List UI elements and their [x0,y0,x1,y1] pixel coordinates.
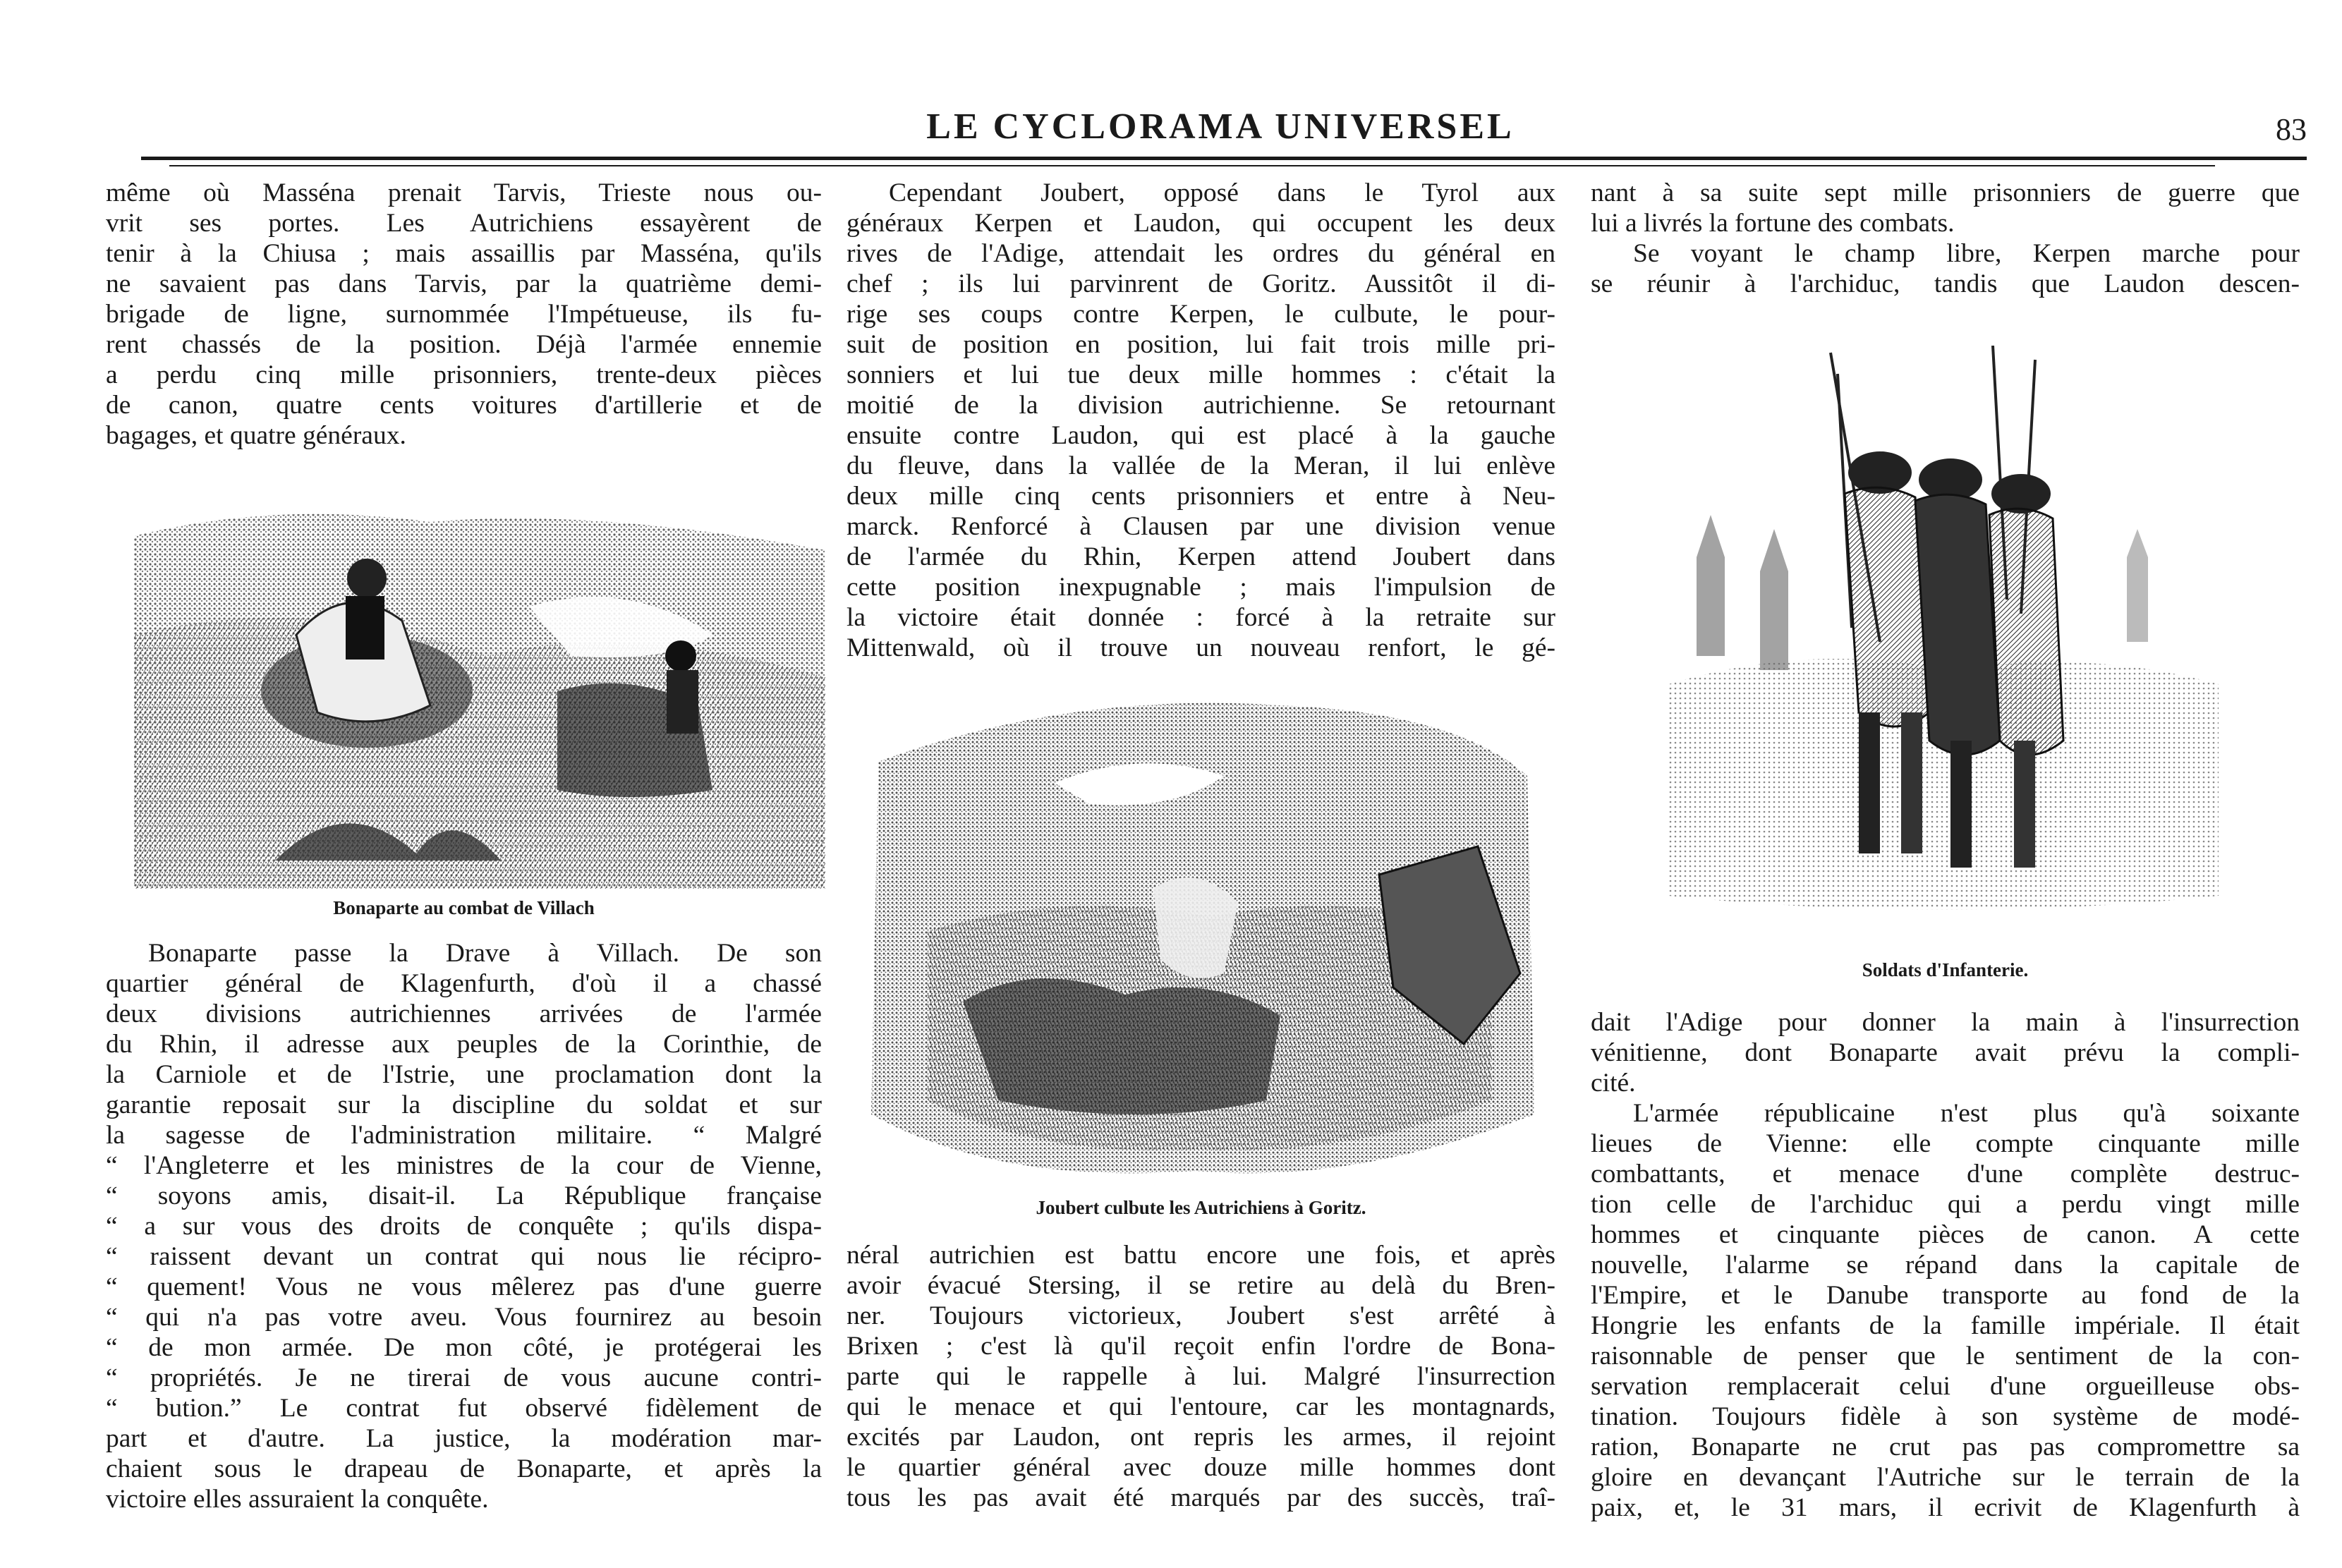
text-line: tination. Toujours fidèle à son système de modé- [1591,1402,2300,1431]
text-line: combattants, et menace d'une complète destruc- [1591,1160,2300,1189]
text-line: “ qui n'a pas votre aveu. Vous fournirez au besoin [106,1303,822,1332]
text-line: le quartier général avec douze mille hommes dont [847,1453,1555,1482]
column-3-top [1591,178,2300,299]
text-line: L'armée républicaine n'est plus qu'à soixante [1633,1099,2300,1128]
text-line: de canon, quatre cents voitures d'artillerie et de [106,391,822,420]
text-line: Mittenwald, où il trouve un nouveau renfort, le gé- [847,633,1555,662]
text-line: la Carniole et de l'Istrie, une proclamation dont la [106,1060,822,1089]
text-line: suit de position en position, lui fait trois mille pri- [847,330,1555,359]
text-line: avoir évacué Stersing, il se retire au delà du Bren- [847,1271,1555,1300]
text-line: brigade de ligne, surnommée l'Impétueuse, ils fu- [106,300,822,329]
text-line: Bonaparte passe la Drave à Villach. De son [148,939,822,968]
text-line: excités par Laudon, ont repris les armes, il rejoint [847,1423,1555,1452]
infantry-soldiers-engraving-icon [1668,346,2219,917]
text-line: la victoire était donnée : forcé à la retraite sur [847,603,1555,632]
text-line: ensuite contre Laudon, qui est placé à la gauche [847,421,1555,450]
page-number: 83 [2276,112,2307,147]
text-line: Hongrie les enfants de la famille impériale. Il était [1591,1311,2300,1340]
text-line: tenir à la Chiusa ; mais assaillis par Masséna, qu'ils [106,239,822,268]
text-line: a perdu cinq mille prisonniers, trente-deux pièces [106,360,822,389]
text-line: cette position inexpugnable ; mais l'impulsion de [847,573,1555,602]
text-line: “ de mon armée. De mon côté, je protégerai les [106,1333,822,1362]
caption-infanterie: Soldats d'Infanterie. [1862,959,2029,980]
text-line: dait l'Adige pour donner la main à l'insurrection [1591,1008,2300,1037]
text-line: “ a sur vous des droits de conquête ; qu'ils dispa- [106,1212,822,1241]
column-2-top [847,178,1555,663]
text-line: quartier général de Klagenfurth, d'où il a chassé [106,969,822,998]
text-line: lui a livrés la fortune des combats. [1591,209,1955,238]
text-line: nant à sa suite sept mille prisonniers de guerre que [1591,178,2300,207]
text-line: ner. Toujours victorieux, Joubert s'est arrêté à [847,1301,1555,1330]
text-line: deux mille cinq cents prisonniers et entre à Neu- [847,482,1555,511]
text-line: “ raissent devant un contrat qui nous lie récipro- [106,1242,822,1271]
text-line: Cependant Joubert, opposé dans le Tyrol aux [889,178,1555,207]
text-line: “ propriétés. Je ne tirerai de vous aucune contri- [106,1363,822,1392]
text-line: chaient sous le drapeau de Bonaparte, et après la [106,1454,822,1483]
caption-villach: Bonaparte au combat de Villach [333,897,595,918]
column-3-bottom [1591,1007,2300,1523]
text-line: tous les pas avait été marqués par des succès, traî- [847,1483,1555,1512]
page-header [134,106,2307,155]
column-1-top [106,178,822,451]
text-line: néral autrichien est battu encore une fois, et après [847,1241,1555,1270]
text-line: hommes et cinquante pièces de canon. A cette [1591,1220,2300,1249]
text-line: du Rhin, il adresse aux peuples de la Corinthie, de [106,1030,822,1059]
text-line: paix, et, le 31 mars, il ecrivit de Klagenfurth à [1591,1493,2300,1522]
text-line: victoire elles assuraient la conquête. [106,1485,489,1514]
text-line: la sagesse de l'administration militaire. “ Malgré [106,1121,822,1150]
text-line: généraux Kerpen et Laudon, qui occupent les deux [847,209,1555,238]
text-line: sonniers et lui tue deux mille hommes : c'était la [847,360,1555,389]
text-line: “ quement! Vous ne vous mêlerez pas d'une guerre [106,1272,822,1301]
header-rule [141,157,2307,160]
text-line: du fleuve, dans la vallée de la Meran, il lui enlève [847,451,1555,480]
text-line: deux divisions autrichiennes arrivées de l'armée [106,999,822,1028]
cavalry-battle-engraving-icon [134,494,825,889]
text-line: Se voyant le champ libre, Kerpen marche pour [1633,239,2300,268]
text-line: cité. [1591,1069,1636,1098]
caption-goritz: Joubert culbute les Autrichiens à Goritz. [1036,1197,1366,1218]
text-line: nouvelle, l'alarme se répand dans la capitale de [1591,1251,2300,1280]
text-line: rives de l'Adige, attendait les ordres du général en [847,239,1555,268]
text-line: même où Masséna prenait Tarvis, Trieste nous ou- [106,178,822,207]
text-line: qui le menace et qui l'entoure, car les montagnards, [847,1392,1555,1421]
text-line: l'Empire, et le Danube transporte au fond de la [1591,1281,2300,1310]
text-line: gloire en devançant l'Autriche sur le terrain de la [1591,1463,2300,1492]
text-line: parte qui le rappelle à lui. Malgré l'insurrection [847,1362,1555,1391]
text-line: rige ses coups contre Kerpen, le culbute, le pour- [847,300,1555,329]
text-line: raisonnable de penser que le sentiment de la con- [1591,1342,2300,1371]
text-line: moitié de la division autrichienne. Se retournant [847,391,1555,420]
text-line: vrit ses portes. Les Autrichiens essayèrent de [106,209,822,238]
text-line: marck. Renforcé à Clausen par une division venue [847,512,1555,541]
text-line: “ soyons amis, disait-il. La République française [106,1181,822,1210]
text-line: chef ; ils lui parvinrent de Goritz. Aussitôt il di- [847,269,1555,298]
text-line: bagages, et quatre généraux. [106,421,406,450]
text-line: tion celle de l'archiduc qui a perdu vingt mille [1591,1190,2300,1219]
journal-title: LE CYCLORAMA UNIVERSEL [926,107,1515,147]
text-line: vénitienne, dont Bonaparte avait prévu la compli- [1591,1038,2300,1067]
text-line: servation remplacerait celui d'une orgueilleuse obs- [1591,1372,2300,1401]
text-line: lieues de Vienne: elle compte cinquante mille [1591,1129,2300,1158]
column-2-bottom [847,1240,1555,1513]
text-line: ration, Bonaparte ne crut pas pas compromettre sa [1591,1433,2300,1461]
text-line: part et d'autre. La justice, la modération mar- [106,1424,822,1453]
text-line: de l'armée du Rhin, Kerpen attend Joubert dans [847,542,1555,571]
mountain-battle-engraving-icon [857,677,1545,1185]
text-line: “ bution.” Le contrat fut observé fidèlement de [106,1394,822,1423]
text-line: ne savaient pas dans Tarvis, par la quatrième demi- [106,269,822,298]
text-line: Brixen ; c'est là qu'il reçoit enfin l'ordre de Bona- [847,1332,1555,1361]
column-1-bottom [106,938,822,1514]
header-rule-thin [169,165,2215,166]
text-line: rent chassés de la position. Déjà l'armée ennemie [106,330,822,359]
text-line: garantie reposait sur la discipline du soldat et sur [106,1090,822,1119]
text-line: “ l'Angleterre et les ministres de la cour de Vienne, [106,1151,822,1180]
text-line: se réunir à l'archiduc, tandis que Laudon descen- [1591,269,2300,298]
